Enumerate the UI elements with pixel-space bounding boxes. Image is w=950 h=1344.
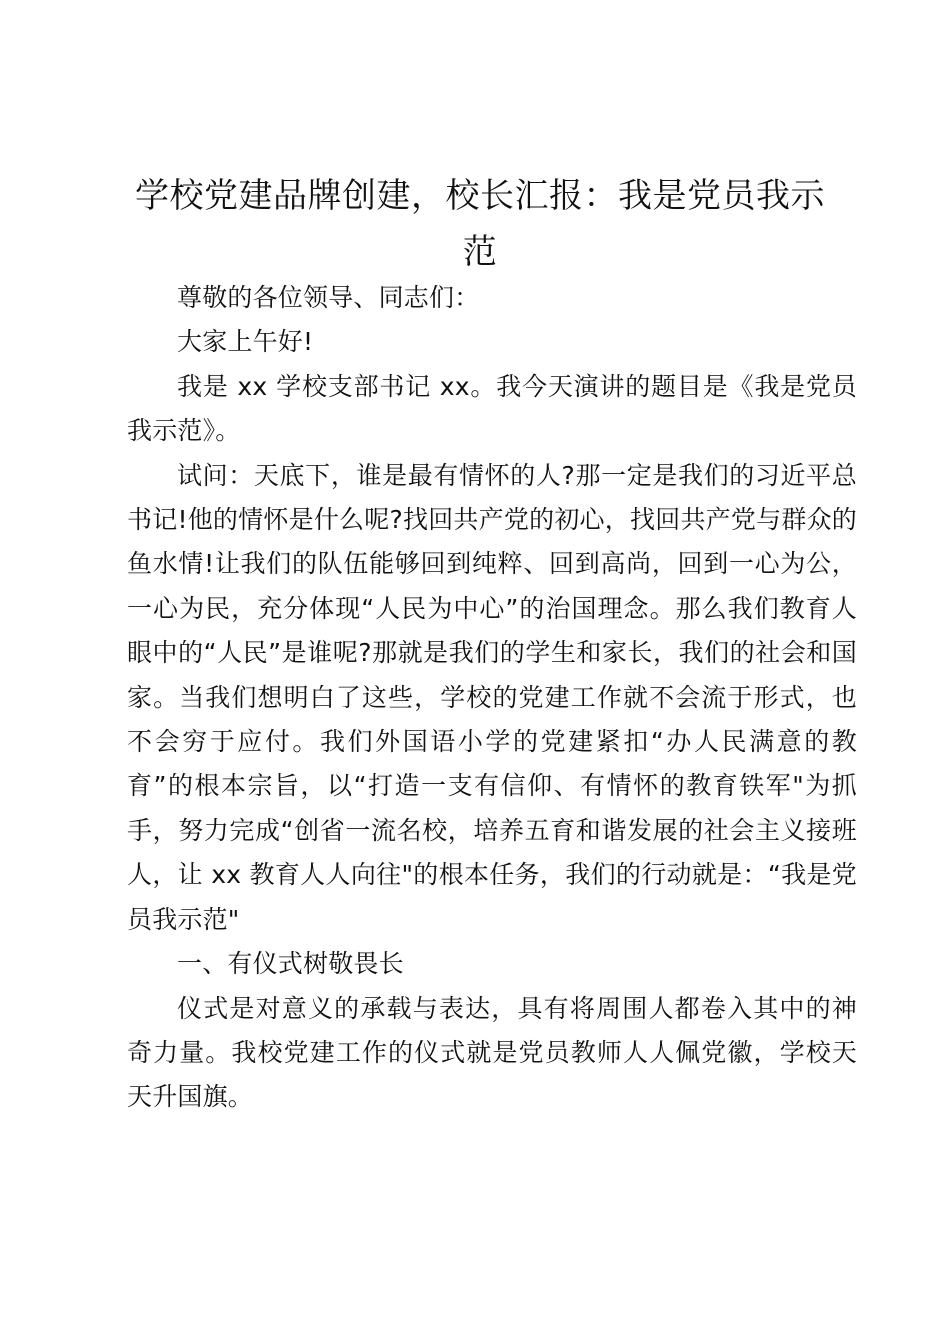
salutation-paragraph: 尊敬的各位领导、同志们： <box>177 283 480 312</box>
main-paragraph: 试问：天底下，谁是最有情怀的人?那一定是我们的习近平总书记!他的情怀是什么呢?找回共产党的初心，找回共产党与群众的鱼水情!让我们的队伍能够回到纯粹、回到高尚，回到一心为公，一心为民，充分体现“人民为中心”的治国理念。那么我们教育人眼中的“人民”是谁呢?那就是我们的学生和家长，我们的社会和国家。当我们想明白了这些，学校的党建工作就不会流于形式，也不会穷于应付。我们外国语小学的党建紧扣“办人民满意的教育”的根本宗旨，以“打造一支有信仰、有情怀的教育铁军"为抓手，努力完成“创省一流名校，培养五育和谐发展的社会主义接班人，让 xx 教育人人向往"的根本任务，我们的行动就是：“我是党员我示范" <box>127 460 857 934</box>
document-title: 学校党建品牌创建，校长汇报：我是党员我示范 <box>135 176 825 272</box>
greeting-paragraph: 大家上午好! <box>177 327 314 357</box>
document-body <box>127 276 857 1120</box>
section-paragraph: 仪式是对意义的承载与表达，具有将周围人都卷入其中的神奇力量。我校党建工作的仪式就是党员教师人人佩党徽，学校天天升国旗。 <box>127 993 857 1112</box>
section-heading: 一、有仪式树敬畏长 <box>177 949 404 979</box>
introduction-paragraph: 我是 xx 学校支部书记 xx。我今天演讲的题目是《我是党员我示范》。 <box>127 371 857 446</box>
